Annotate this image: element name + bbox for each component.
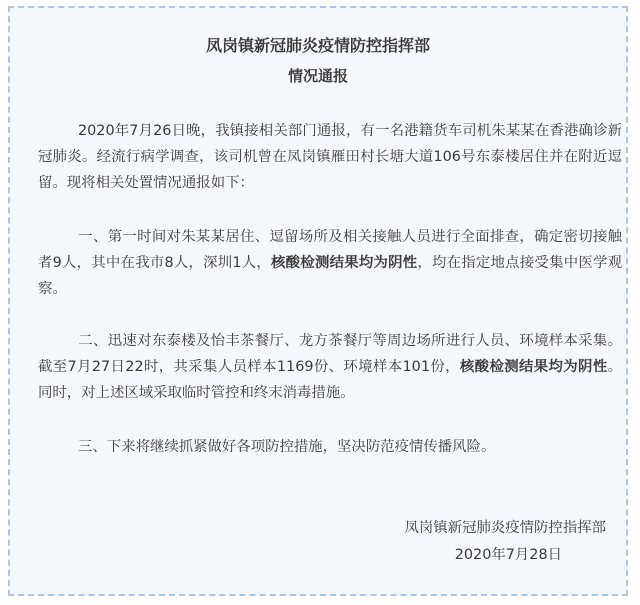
signature-org: 凤岗镇新冠肺炎疫情防控指挥部 <box>404 520 606 536</box>
signature-date: 2020年7月28日 <box>454 547 562 563</box>
paragraph-text: 2020年7月26日晚，我镇接相关部门通报，有一名港籍货车司机朱某某在香港确诊新冠肺炎。经流行病学调查，该司机曾在凤岗镇雁田村长塘大道106号东泰楼居住并在附近逗留。现将相关处置情况通报如下： <box>38 123 622 191</box>
document-title: 凤岗镇新冠肺炎疫情防控指挥部 <box>205 36 430 55</box>
paragraph-text: 二、迅速对东泰楼及怡丰茶餐厅、龙方茶餐厅等周边场所进行人员、环境样本采集。截至7月27日22时，共采集人员样本1169份、环境样本101份， <box>38 333 622 375</box>
highlight-text: 核酸检测结果均为阴性 <box>271 255 418 271</box>
paragraph-intro <box>38 118 622 196</box>
paragraph-item-2 <box>38 328 622 406</box>
paragraph-text: ，均在指定地点接受集中医学观察。 <box>38 255 622 297</box>
paragraph-text: 一、第一时间对朱某某居住、逗留场所及相关接触人员进行全面排查，确定密切接触者9人，其中在我市8人，深圳1人， <box>38 229 622 271</box>
paragraph-text: 三、下来将继续抓紧做好各项防控措施，坚决防范疫情传播风险。 <box>78 439 496 455</box>
paragraph-item-3 <box>38 434 622 460</box>
paragraph-item-1 <box>38 224 622 302</box>
document-frame <box>8 6 628 596</box>
paragraph-text: 。同时，对上述区域采取临时管控和终末消毒措施。 <box>38 359 622 401</box>
document-subtitle: 情况通报 <box>287 67 348 85</box>
highlight-text: 核酸检测结果均为阴性 <box>459 359 608 375</box>
